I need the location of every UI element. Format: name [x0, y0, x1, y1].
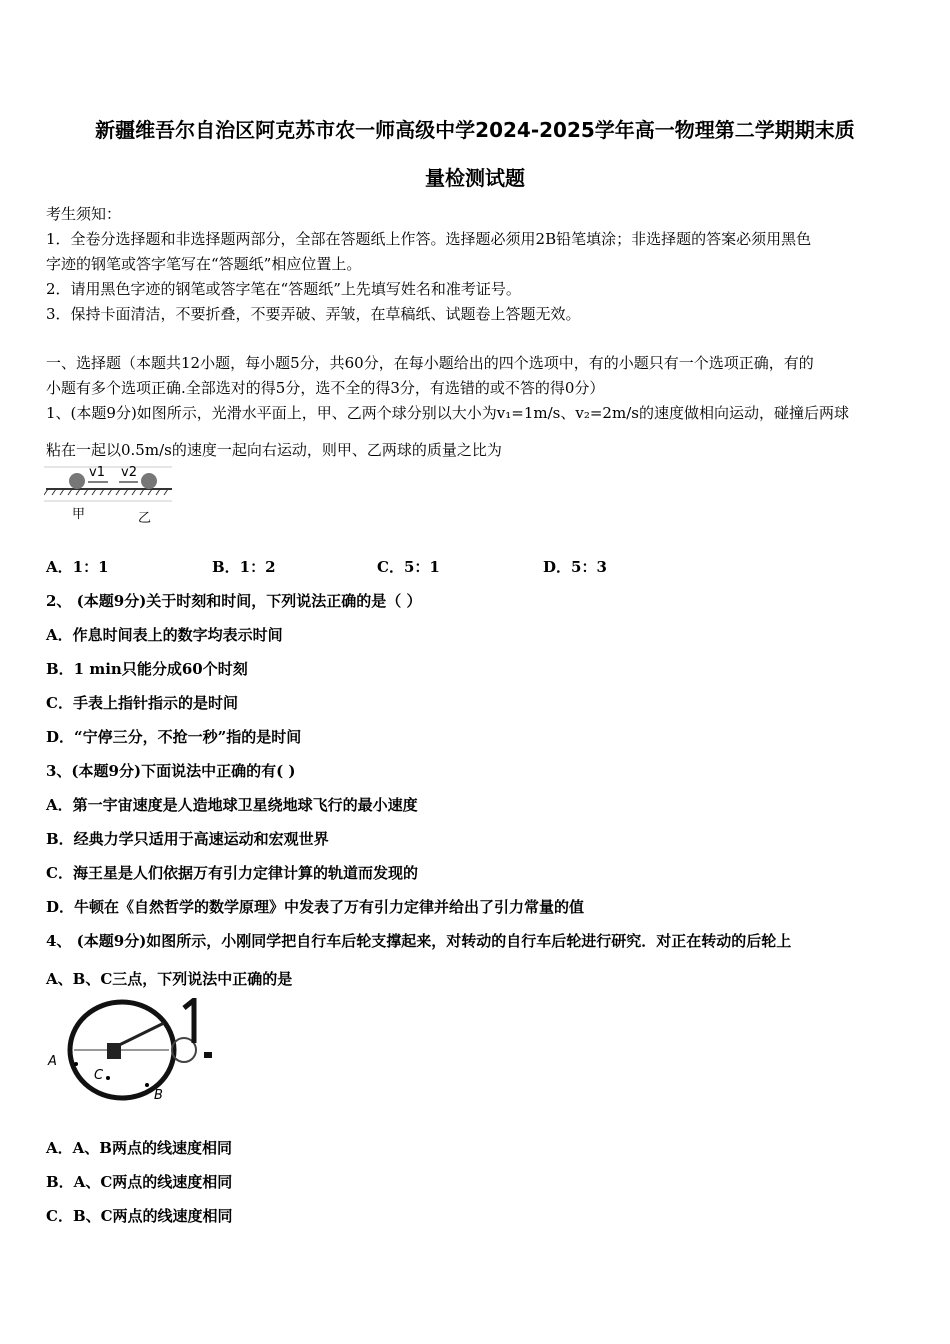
v1-label: v1 [89, 465, 105, 480]
notice-heading: 考生须知： [46, 205, 122, 223]
point-c-label: C [94, 1068, 104, 1083]
q4-option[interactable]: C．B、C两点的线速度相同 [46, 1207, 233, 1225]
notice-item: 3．保持卡面清洁，不要折叠，不要弄破、弄皱，在草稿纸、试题卷上答题无效。 [46, 305, 581, 323]
section-heading: 小题有多个选项正确.全部选对的得5分，选不全的得3分，有选错的或不答的得0分） [46, 379, 605, 397]
wheel-diagram [44, 998, 219, 1106]
q3-option[interactable]: D．牛顿在《自然哲学的数学原理》中发表了万有引力定律并给出了引力常量的值 [46, 898, 585, 916]
q1-option-b[interactable]: B．1：2 [212, 558, 276, 576]
q2-option[interactable]: B．1 min只能分成60个时刻 [46, 660, 248, 678]
title-line-2: 量检测试题 [425, 166, 525, 190]
q2-option[interactable]: C．手表上指针指示的是时间 [46, 694, 238, 712]
q2-option[interactable]: A．作息时间表上的数字均表示时间 [46, 626, 283, 644]
q3-stem: 3、(本题9分)下面说法中正确的有( ) [46, 762, 296, 780]
v2-label: v2 [121, 465, 137, 480]
ball-jia-label: 甲 [72, 507, 86, 522]
ball-yi-label: 乙 [138, 511, 152, 526]
collision-figure [44, 465, 174, 525]
q4-option[interactable]: B．A、C两点的线速度相同 [46, 1173, 233, 1191]
notice-item: 2．请用黑色字迹的钢笔或答字笔在“答题纸”上先填写姓名和准考证号。 [46, 280, 521, 298]
notice-item: 1．全卷分选择题和非选择题两部分，全部在答题纸上作答。选择题必须用2B铅笔填涂；非选择题的答案必须用黑色 [46, 230, 812, 248]
q2-option[interactable]: D．“宁停三分，不抢一秒”指的是时间 [46, 728, 302, 746]
point-b-label: B [154, 1088, 163, 1103]
q4-stem: A、B、C三点，下列说法中正确的是 [46, 970, 293, 988]
q2-stem: 2、 (本题9分)关于时刻和时间，下列说法正确的是（ ） [46, 592, 422, 610]
point-a-label: A [48, 1054, 57, 1069]
q3-option[interactable]: B．经典力学只适用于高速运动和宏观世界 [46, 830, 329, 848]
q1-option-a[interactable]: A．1：1 [46, 558, 109, 576]
balls-diagram [44, 465, 174, 525]
bicycle-wheel-figure [44, 998, 219, 1106]
q1-option-d[interactable]: D．5：3 [543, 558, 607, 576]
section-heading: 一、选择题（本题共12小题，每小题5分，共60分，在每小题给出的四个选项中，有的小题只有一个选项正确，有的 [46, 354, 814, 372]
q1-stem: 1、(本题9分)如图所示，光滑水平面上，甲、乙两个球分别以大小为v₁=1m/s、v₂=2m/s的速度做相向运动，碰撞后两球 [46, 404, 849, 422]
q3-option[interactable]: C．海王星是人们依据万有引力定律计算的轨道而发现的 [46, 864, 418, 882]
title-line-1: 新疆维吾尔自治区阿克苏市农一师高级中学2024-2025学年高一物理第二学期期末质 [95, 118, 855, 142]
notice-item: 字迹的钢笔或答字笔写在“答题纸”相应位置上。 [46, 255, 362, 273]
q1-stem: 粘在一起以0.5m/s的速度一起向右运动，则甲、乙两球的质量之比为 [46, 441, 502, 459]
q3-option[interactable]: A．第一宇宙速度是人造地球卫星绕地球飞行的最小速度 [46, 796, 418, 814]
q1-option-c[interactable]: C．5：1 [377, 558, 440, 576]
q4-option[interactable]: A．A、B两点的线速度相同 [46, 1139, 232, 1157]
q4-stem: 4、 (本题9分)如图所示，小刚同学把自行车后轮支撑起来，对转动的自行车后轮进行研究．对正在转动的后轮上 [46, 932, 792, 950]
